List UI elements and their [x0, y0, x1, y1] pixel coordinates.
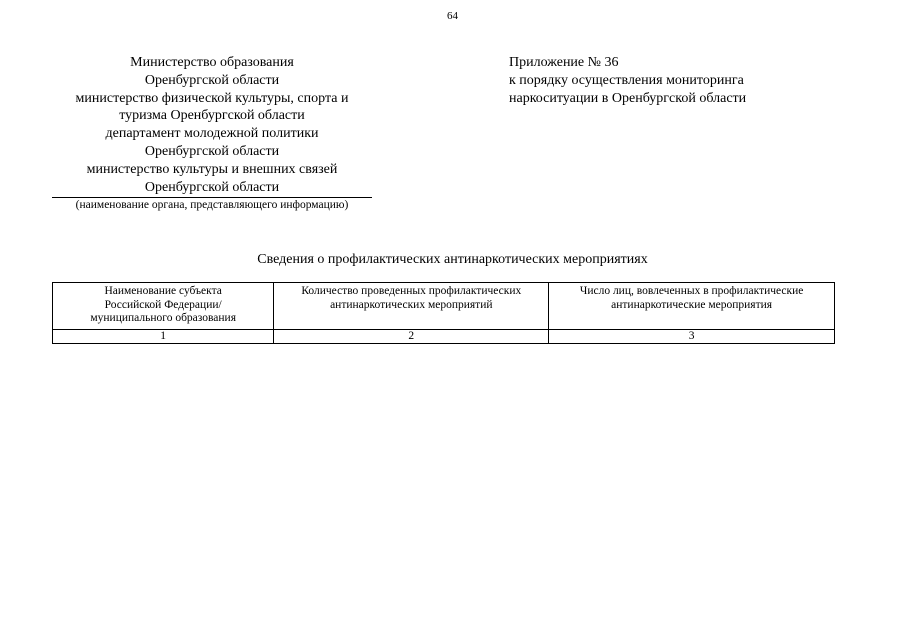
- appendix-block: [509, 54, 839, 107]
- column-header-subject: [53, 283, 274, 330]
- organization-line: Министерство образования: [130, 55, 294, 70]
- organization-line: туризма Оренбургской области: [119, 108, 305, 124]
- page-number: 64: [447, 10, 458, 22]
- header-line: Наименование субъекта: [104, 285, 222, 297]
- data-table: [52, 282, 835, 344]
- organization-line: Оренбургской области: [144, 143, 280, 159]
- organization-line: Оренбургской области: [144, 179, 280, 195]
- organization-caption: (наименование органа, представляющего информацию): [75, 199, 349, 212]
- organization-line: министерство культуры и внешних связей: [86, 161, 338, 177]
- table-cell: 3: [549, 330, 835, 344]
- header-line: антинаркотические мероприятия: [611, 298, 773, 311]
- table-cell: 2: [274, 330, 549, 344]
- document-title: Сведения о профилактических антинаркотических мероприятиях: [257, 252, 648, 267]
- header-line: Число лиц, вовлеченных в профилактические: [579, 285, 804, 297]
- header-line: Количество проведенных профилактических: [301, 285, 522, 297]
- appendix-line: наркоситуации в Оренбургской области: [509, 90, 747, 106]
- appendix-title: Приложение № 36: [509, 55, 619, 70]
- table-row: [53, 330, 835, 344]
- table-header-row: [53, 283, 835, 330]
- organization-line: департамент молодежной политики: [105, 126, 319, 142]
- header-line: муниципального образования: [90, 312, 236, 324]
- organization-line: Оренбургской области: [144, 72, 280, 88]
- table-cell: 1: [53, 330, 274, 344]
- organization-line: министерство физической культуры, спорта и: [75, 90, 349, 106]
- column-header-participants-count: [549, 283, 835, 330]
- header-line: Российской Федерации/: [104, 298, 222, 311]
- organization-block: [52, 54, 372, 212]
- appendix-line: к порядку осуществления мониторинга: [509, 72, 744, 88]
- column-header-events-count: [274, 283, 549, 330]
- header-line: антинаркотических мероприятий: [330, 298, 493, 311]
